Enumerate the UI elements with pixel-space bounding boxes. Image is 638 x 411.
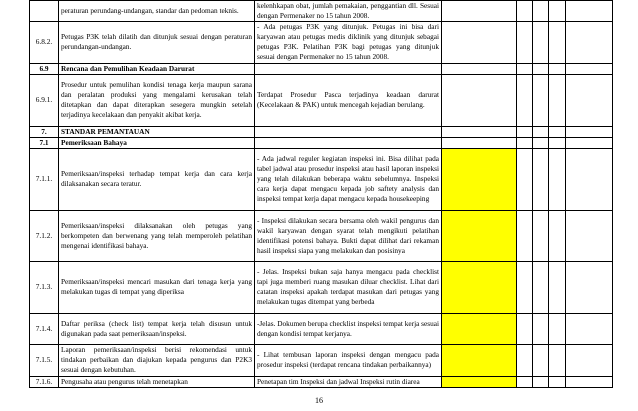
notes-cell xyxy=(442,74,517,126)
remarks-cell xyxy=(566,63,613,74)
criteria-evidence: - Ada jadwal reguler kegiatan inspeksi ini. Bisa dilihat pada tabel jadwal atau prosedur inspeksi atau hasil laporan inspeksi yang telah dilakukan beberapa waktu sebelumnya. Inspeksi cara kerja dapat mengacu kepada job saftety analysis dan inspeksi tempat kerja dapat mengacu kepada housekeeping xyxy=(255,148,442,210)
criteria-number: 7.1.1. xyxy=(30,148,59,210)
criteria-number: 7.1 xyxy=(30,137,59,148)
checkbox-cell xyxy=(549,376,566,387)
table-row xyxy=(30,148,613,210)
checkbox-cell xyxy=(549,261,566,313)
criteria-evidence xyxy=(255,126,442,137)
criteria-requirement: Pemeriksaan/inspeksi terhadap tempat kerja dan cara kerja dilaksanakan secara teratur. xyxy=(59,148,255,210)
checkbox-cell xyxy=(549,126,566,137)
criteria-evidence: - Lihat tembusan laporan inspeksi dengan mengacu pada prosedur inspeksi (terdapat rencana tindakan perbaikannya) xyxy=(255,344,442,376)
remarks-cell xyxy=(566,344,613,376)
checkbox-cell xyxy=(533,148,549,210)
checkbox-cell xyxy=(549,137,566,148)
checkbox-cell xyxy=(517,74,533,126)
remarks-cell xyxy=(566,22,613,63)
criteria-evidence: -Jelas. Dokumen berupa checklist inspeksi tempat kerja sesuai dengan kondisi tempat kerjanya. xyxy=(255,313,442,344)
notes-cell xyxy=(442,313,517,344)
criteria-requirement: Daftar periksa (check list) tempat kerja telah disusun untuk digunakan pada saat pemeriksaan/inspeksi. xyxy=(59,313,255,344)
criteria-evidence: - Jelas. Inspeksi bukan saja hanya mengacu pada checklist tapi juga memberi ruang masukan diluar checklist. Lihat dari catatan inspeksi apakah terdapat masukan dari petugas yang melakukan tugas ditempat yang berbeda xyxy=(255,261,442,313)
notes-cell xyxy=(442,376,517,387)
remarks-cell xyxy=(566,261,613,313)
remarks-cell xyxy=(566,137,613,148)
checkbox-cell xyxy=(533,261,549,313)
checkbox-cell xyxy=(517,376,533,387)
checkbox-cell xyxy=(533,63,549,74)
criteria-requirement: Pemeriksaan/inspeksi mencari masukan dari tenaga kerja yang melakukan tugas di tempat yang diperiksa xyxy=(59,261,255,313)
table-row xyxy=(30,376,613,387)
checkbox-cell xyxy=(533,126,549,137)
checkbox-cell xyxy=(517,1,533,22)
table-row xyxy=(30,74,613,126)
remarks-cell xyxy=(566,148,613,210)
criteria-number: 6.8.2. xyxy=(30,22,59,63)
criteria-requirement: Pemeriksaan/inspeksi dilaksanakan oleh petugas yang berkompeten dan berwenang yang telah memperoleh pelatihan mengenai identifikasi bahaya. xyxy=(59,210,255,261)
checkbox-cell xyxy=(517,344,533,376)
criteria-evidence: - Ada petugas P3K yang ditunjuk. Petugas ini bisa dari karyawan atau petugas medis diklinik yang ditunjuk sebagai petugas P3K. Pelatihan P3K bagi petugas yang ditunjuk sesuai dengan Permenaker no 15 tahun 2008. xyxy=(255,22,442,63)
checkbox-cell xyxy=(517,313,533,344)
table-row xyxy=(30,63,613,74)
criteria-number: 7.1.6. xyxy=(30,376,59,387)
checkbox-cell xyxy=(549,74,566,126)
remarks-cell xyxy=(566,376,613,387)
checkbox-cell xyxy=(549,1,566,22)
criteria-number: 7. xyxy=(30,126,59,137)
checkbox-cell xyxy=(549,210,566,261)
criteria-evidence: Terdapat Prosedur Pasca terjadinya keadaan darurat (Kecelakaan & PAK) untuk mencegah kejadian berulang. xyxy=(255,74,442,126)
criteria-number: 6.9.1. xyxy=(30,74,59,126)
criteria-requirement: Rencana dan Pemulihan Keadaan Darurat xyxy=(59,63,255,74)
notes-cell xyxy=(442,22,517,63)
notes-cell xyxy=(442,210,517,261)
notes-cell xyxy=(442,148,517,210)
checkbox-cell xyxy=(533,1,549,22)
table-row xyxy=(30,126,613,137)
checkbox-cell xyxy=(533,313,549,344)
criteria-evidence xyxy=(255,137,442,148)
checkbox-cell xyxy=(517,148,533,210)
table-row xyxy=(30,344,613,376)
criteria-number: 6.9 xyxy=(30,63,59,74)
criteria-number: 7.1.4. xyxy=(30,313,59,344)
table-row xyxy=(30,210,613,261)
checkbox-cell xyxy=(533,344,549,376)
table-row xyxy=(30,22,613,63)
table-row xyxy=(30,261,613,313)
table-body xyxy=(30,1,613,388)
criteria-number: 7.1.5. xyxy=(30,344,59,376)
checkbox-cell xyxy=(517,137,533,148)
criteria-requirement: STANDAR PEMANTAUAN xyxy=(59,126,255,137)
criteria-number: 7.1.2. xyxy=(30,210,59,261)
criteria-requirement: peraturan perundang-undangan, standar dan pedoman teknis. xyxy=(59,1,255,22)
criteria-requirement: Pengusaha atau pengurus telah menetapkan xyxy=(59,376,255,387)
criteria-number xyxy=(30,1,59,22)
criteria-requirement: Laporan pemeriksaan/inspeksi berisi rekomendasi untuk tindakan perbaikan dan diajukan kepada pengurus dan P2K3 sesuai dengan kebutuhan. xyxy=(59,344,255,376)
checkbox-cell xyxy=(549,22,566,63)
checkbox-cell xyxy=(533,210,549,261)
checkbox-cell xyxy=(517,210,533,261)
checkbox-cell xyxy=(533,376,549,387)
checkbox-cell xyxy=(533,74,549,126)
remarks-cell xyxy=(566,313,613,344)
remarks-cell xyxy=(566,126,613,137)
criteria-requirement: Prosedur untuk pemulihan kondisi tenaga kerja maupun sarana dan peralatan produksi yang mengalami kerusakan telah ditetapkan dan dapat diterapkan sesegera mungkin setelah terjadinya kecelakaan dan penyakit akibat kerja. xyxy=(59,74,255,126)
checkbox-cell xyxy=(549,148,566,210)
notes-cell xyxy=(442,137,517,148)
criteria-evidence: Penetapan tim Inspeksi dan jadwal Inspeksi rutin diarea xyxy=(255,376,442,387)
checkbox-cell xyxy=(517,22,533,63)
criteria-requirement: Petugas P3K telah dilatih dan ditunjuk sesuai dengan peraturan perundangan-undangan. xyxy=(59,22,255,63)
notes-cell xyxy=(442,1,517,22)
checkbox-cell xyxy=(517,63,533,74)
criteria-evidence: - Inspeksi dilakukan secara bersama oleh wakil pengurus dan wakil karyawan dengan syarat telah mengikuti pelatihan identifikasi potensi bahaya. Bukti dapat dilihat dari rekaman hasil inspeksi siapa yang melakukan dan posisinya xyxy=(255,210,442,261)
table-row xyxy=(30,1,613,22)
remarks-cell xyxy=(566,74,613,126)
audit-criteria-table xyxy=(29,0,613,388)
table-row xyxy=(30,313,613,344)
criteria-number: 7.1.3. xyxy=(30,261,59,313)
checkbox-cell xyxy=(549,313,566,344)
remarks-cell xyxy=(566,210,613,261)
criteria-evidence: kelenhkapan obat, jumlah pemakaian, penggantian dll. Sesuai dengan Permenaker no 15 tahun 2008. xyxy=(255,1,442,22)
notes-cell xyxy=(442,63,517,74)
table-row xyxy=(30,137,613,148)
notes-cell xyxy=(442,126,517,137)
criteria-evidence xyxy=(255,63,442,74)
checkbox-cell xyxy=(517,261,533,313)
checkbox-cell xyxy=(549,63,566,74)
checkbox-cell xyxy=(533,137,549,148)
checkbox-cell xyxy=(533,22,549,63)
checkbox-cell xyxy=(549,344,566,376)
checkbox-cell xyxy=(517,126,533,137)
remarks-cell xyxy=(566,1,613,22)
document-table-region xyxy=(29,0,612,388)
page-number: 16 xyxy=(315,396,323,405)
notes-cell xyxy=(442,344,517,376)
criteria-requirement: Pemeriksaan Bahaya xyxy=(59,137,255,148)
notes-cell xyxy=(442,261,517,313)
